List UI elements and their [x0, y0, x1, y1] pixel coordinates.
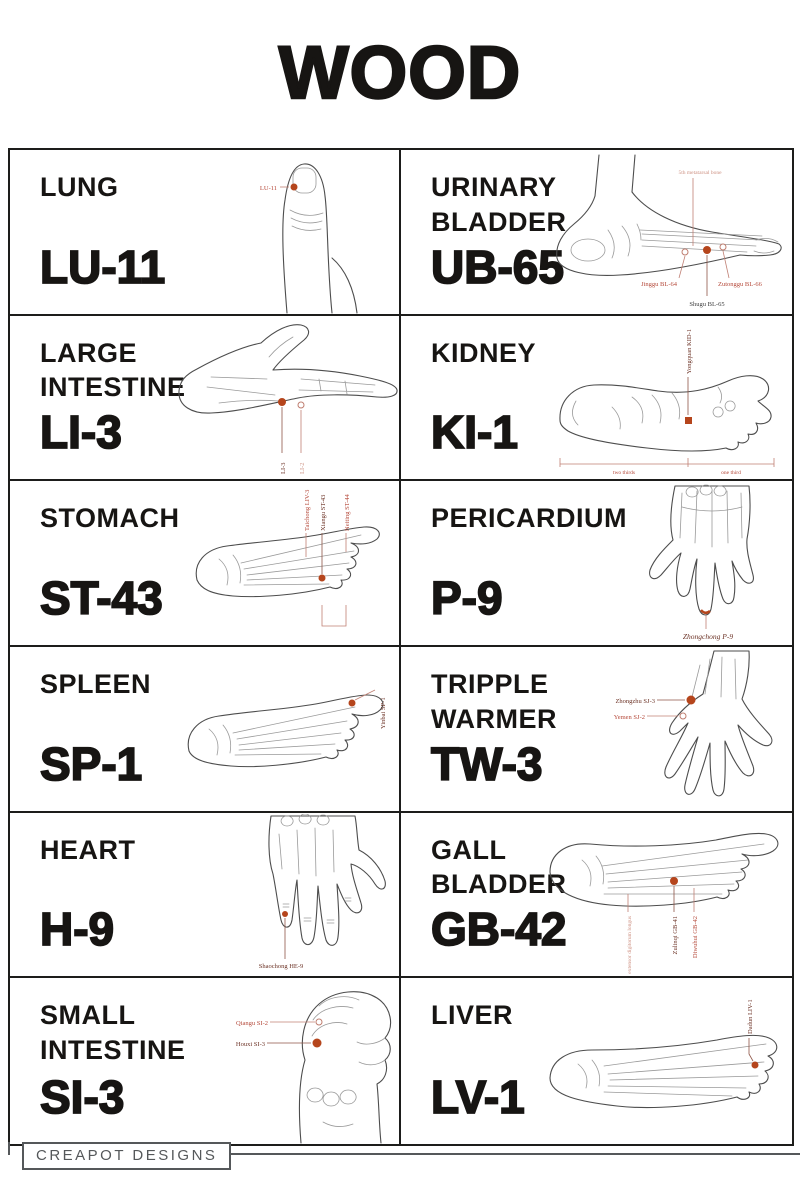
point-label: Jinggu BL-64 [641, 280, 677, 288]
organ-name: SMALL INTESTINE [40, 1000, 186, 1065]
point-code: LI-3 [40, 406, 122, 459]
point-label: Houxi SI-3 [235, 1041, 265, 1048]
foot-plantar-illustration [542, 317, 792, 479]
point-label: Zutonggu BL-66 [718, 280, 762, 288]
point-label: Xiangu ST-43 [320, 494, 327, 531]
point-label: Zhongzhu SJ-3 [615, 697, 655, 705]
measure-label: one third [721, 470, 741, 477]
point-dot [701, 610, 710, 613]
foot-dorsal-illustration [149, 649, 399, 811]
point-label: Zhongchong P-9 [682, 632, 734, 641]
cell-pericardium [401, 481, 792, 647]
cell-gall-bladder [401, 813, 792, 979]
organ-name: TRIPPLE WARMER [431, 669, 557, 734]
foot-lateral-illustration [542, 152, 792, 314]
point-label: Shugu BL-65 [689, 300, 725, 308]
point-code: LU-11 [40, 240, 166, 293]
cell-kidney [401, 316, 792, 482]
point-dot [291, 183, 298, 190]
organ-name: HEART [40, 834, 136, 865]
point-label: LU-11 [259, 184, 277, 192]
point-label: Neiting ST-44 [344, 494, 351, 531]
organ-name: LARGE INTESTINE [40, 337, 186, 403]
point-label: Diwuhui GB-42 [692, 916, 699, 959]
hand-dorsal-illustration [542, 483, 792, 645]
point-dot [687, 695, 696, 704]
point-label: Qiangu SI-2 [236, 1020, 268, 1027]
point-dot [670, 877, 678, 885]
point-dot [278, 398, 286, 406]
cell-heart [10, 813, 401, 979]
point-label: Dadun LIV-1 [747, 999, 754, 1034]
point-code: P-9 [431, 572, 503, 624]
point-label: Shaochong HE-9 [258, 963, 304, 971]
fist-illustration [149, 982, 399, 1144]
point-label: Taichong LIV-3 [304, 489, 311, 531]
point-label: Yinbai SP-1 [380, 697, 387, 729]
organ-name: SPLEEN [40, 669, 152, 699]
cell-lung [10, 150, 401, 316]
anatomy-label: 5th metatarsal bone [678, 169, 722, 176]
point-code: LV-1 [431, 1071, 525, 1123]
hand-radial-illustration [149, 317, 399, 479]
cell-urinary-bladder [401, 150, 792, 316]
point-code: TW-3 [431, 737, 543, 790]
hand-spread-illustration [542, 649, 792, 811]
foot-dorsal-illustration [542, 982, 792, 1144]
point-dot [752, 1062, 759, 1069]
organ-name: LUNG [40, 172, 119, 202]
point-label: Yongquan KID-1 [686, 329, 693, 375]
footer-connector [8, 1142, 10, 1155]
points-grid [8, 148, 794, 1146]
cell-large-intestine [10, 316, 401, 482]
point-label: LI-2 [299, 462, 306, 475]
measure-label: two thirds [612, 470, 636, 477]
point-label: Yemen SJ-2 [613, 713, 645, 721]
brand-box: CREAPOT DESIGNS [22, 1142, 231, 1170]
cell-spleen [10, 647, 401, 813]
cell-small-intestine [10, 978, 401, 1144]
organ-name: URINARY BLADDER [431, 172, 567, 237]
point-code: KI-1 [431, 406, 518, 459]
point-code: SI-3 [40, 1071, 125, 1123]
organ-name: STOMACH [40, 503, 180, 534]
cell-tripple-warmer [401, 647, 792, 813]
point-dot [685, 417, 692, 424]
point-code: GB-42 [431, 903, 567, 956]
cell-liver [401, 978, 792, 1144]
organ-name: KIDNEY [431, 337, 537, 368]
organ-name: GALL BLADDER [431, 834, 567, 900]
organ-name: PERICARDIUM [431, 503, 628, 534]
point-dot [282, 911, 288, 917]
point-dot [703, 246, 711, 254]
cell-stomach [10, 481, 401, 647]
point-dot [319, 575, 326, 582]
hand-palmar-illustration [149, 814, 399, 976]
anatomy-label: extensor digitorum longus [627, 916, 633, 975]
organ-name: LIVER [431, 1000, 514, 1031]
point-code: UB-65 [431, 240, 564, 293]
poster-title: WOOD [278, 31, 522, 114]
thumb-illustration [149, 152, 399, 314]
foot-dorsal-illustration [542, 814, 792, 976]
point-code: ST-43 [40, 572, 163, 624]
point-code: SP-1 [40, 737, 143, 790]
point-label: Zulinqi GB-41 [672, 916, 679, 955]
point-label: LI-3 [280, 462, 287, 475]
foot-dorsal-illustration [149, 483, 399, 645]
point-dot [349, 699, 356, 706]
point-dot [313, 1039, 322, 1048]
point-code: H-9 [40, 903, 115, 956]
